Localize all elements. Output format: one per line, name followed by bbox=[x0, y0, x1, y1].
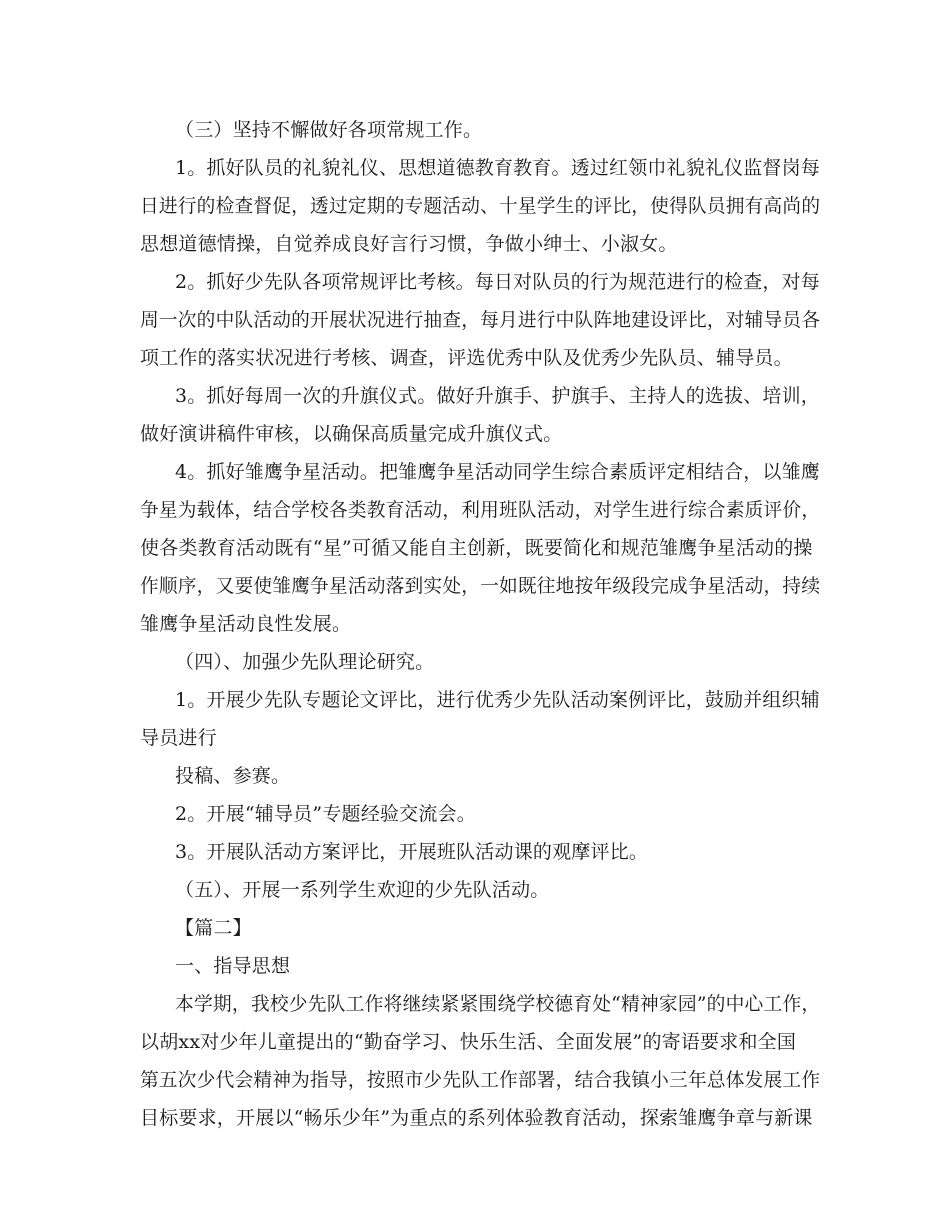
paragraph-line: 以胡xx对少年儿童提出的“勤奋学习、快乐生活、全面发展”的寄语要求和全国 bbox=[140, 1031, 797, 1053]
paragraph-line: 日进行的检查督促，透过定期的专题活动、十星学生的评比，使得队员拥有高尚的 bbox=[140, 195, 821, 217]
heading-section-4: （四）、加强少先队理论研究。 bbox=[175, 651, 435, 673]
paragraph-line: 4。抓好雏鹰争星活动。把雏鹰争星活动同学生综合素质评定相结合，以雏鹰 bbox=[175, 461, 820, 483]
paragraph-line: 2。抓好少先队各项常规评比考核。每日对队员的行为规范进行的检查，对每 bbox=[175, 271, 820, 293]
heading-guiding-ideology: 一、指导思想 bbox=[175, 955, 291, 977]
paragraph-line: 周一次的中队活动的开展状况进行抽查，每月进行中队阵地建设评比，对辅导员各 bbox=[140, 309, 821, 331]
heading-section-3: （三）坚持不懈做好各项常规工作。 bbox=[175, 119, 483, 141]
paragraph-line: 3。开展队活动方案评比，开展班队活动课的观摩评比。 bbox=[175, 841, 649, 863]
paragraph-line: 本学期，我校少先队工作将继续紧紧围绕学校德育处“精神家园”的中心工作， bbox=[175, 993, 821, 1015]
heading-section-5: （五）、开展一系列学生欢迎的少先队活动。 bbox=[175, 879, 550, 901]
heading-part-2: 【篇二】 bbox=[175, 917, 252, 939]
paragraph-line: 争星为载体，结合学校各类教育活动，利用班队活动，对学生进行综合素质评价， bbox=[140, 499, 821, 521]
paragraph-line: 使各类教育活动既有“星”可循又能自主创新，既要简化和规范雏鹰争星活动的操 bbox=[140, 537, 813, 559]
paragraph-line: 作顺序，又要使雏鹰争星活动落到实处，一如既往地按年级段完成争星活动，持续 bbox=[140, 575, 821, 597]
paragraph-line: 投稿、参赛。 bbox=[175, 765, 291, 787]
paragraph-line: 3。抓好每周一次的升旗仪式。做好升旗手、护旗手、主持人的选拔、培训， bbox=[175, 385, 820, 407]
paragraph-line: 项工作的落实状况进行考核、调查，评选优秀中队及优秀少先队员、辅导员。 bbox=[140, 347, 793, 369]
paragraph-line: 做好演讲稿件审核，以确保高质量完成升旗仪式。 bbox=[140, 423, 563, 445]
paragraph-line: 1。开展少先队专题论文评比，进行优秀少先队活动案例评比，鼓励并组织辅 bbox=[175, 689, 820, 711]
paragraph-line: 雏鹰争星活动良性发展。 bbox=[140, 613, 352, 635]
paragraph-line: 1。抓好队员的礼貌礼仪、思想道德教育教育。透过红领巾礼貌礼仪监督岗每 bbox=[175, 157, 820, 179]
paragraph-line: 思想道德情操，自觉养成良好言行习惯，争做小绅士、小淑女。 bbox=[140, 233, 678, 255]
paragraph-line: 导员进行 bbox=[140, 727, 217, 749]
paragraph-line: 2。开展“辅导员”专题经验交流会。 bbox=[175, 803, 476, 825]
paragraph-line: 第五次少代会精神为指导，按照市少先队工作部署，结合我镇小三年总体发展工作 bbox=[140, 1069, 821, 1091]
paragraph-line: 目标要求，开展以“畅乐少年”为重点的系列体验教育活动，探索雏鹰争章与新课 bbox=[140, 1107, 813, 1129]
